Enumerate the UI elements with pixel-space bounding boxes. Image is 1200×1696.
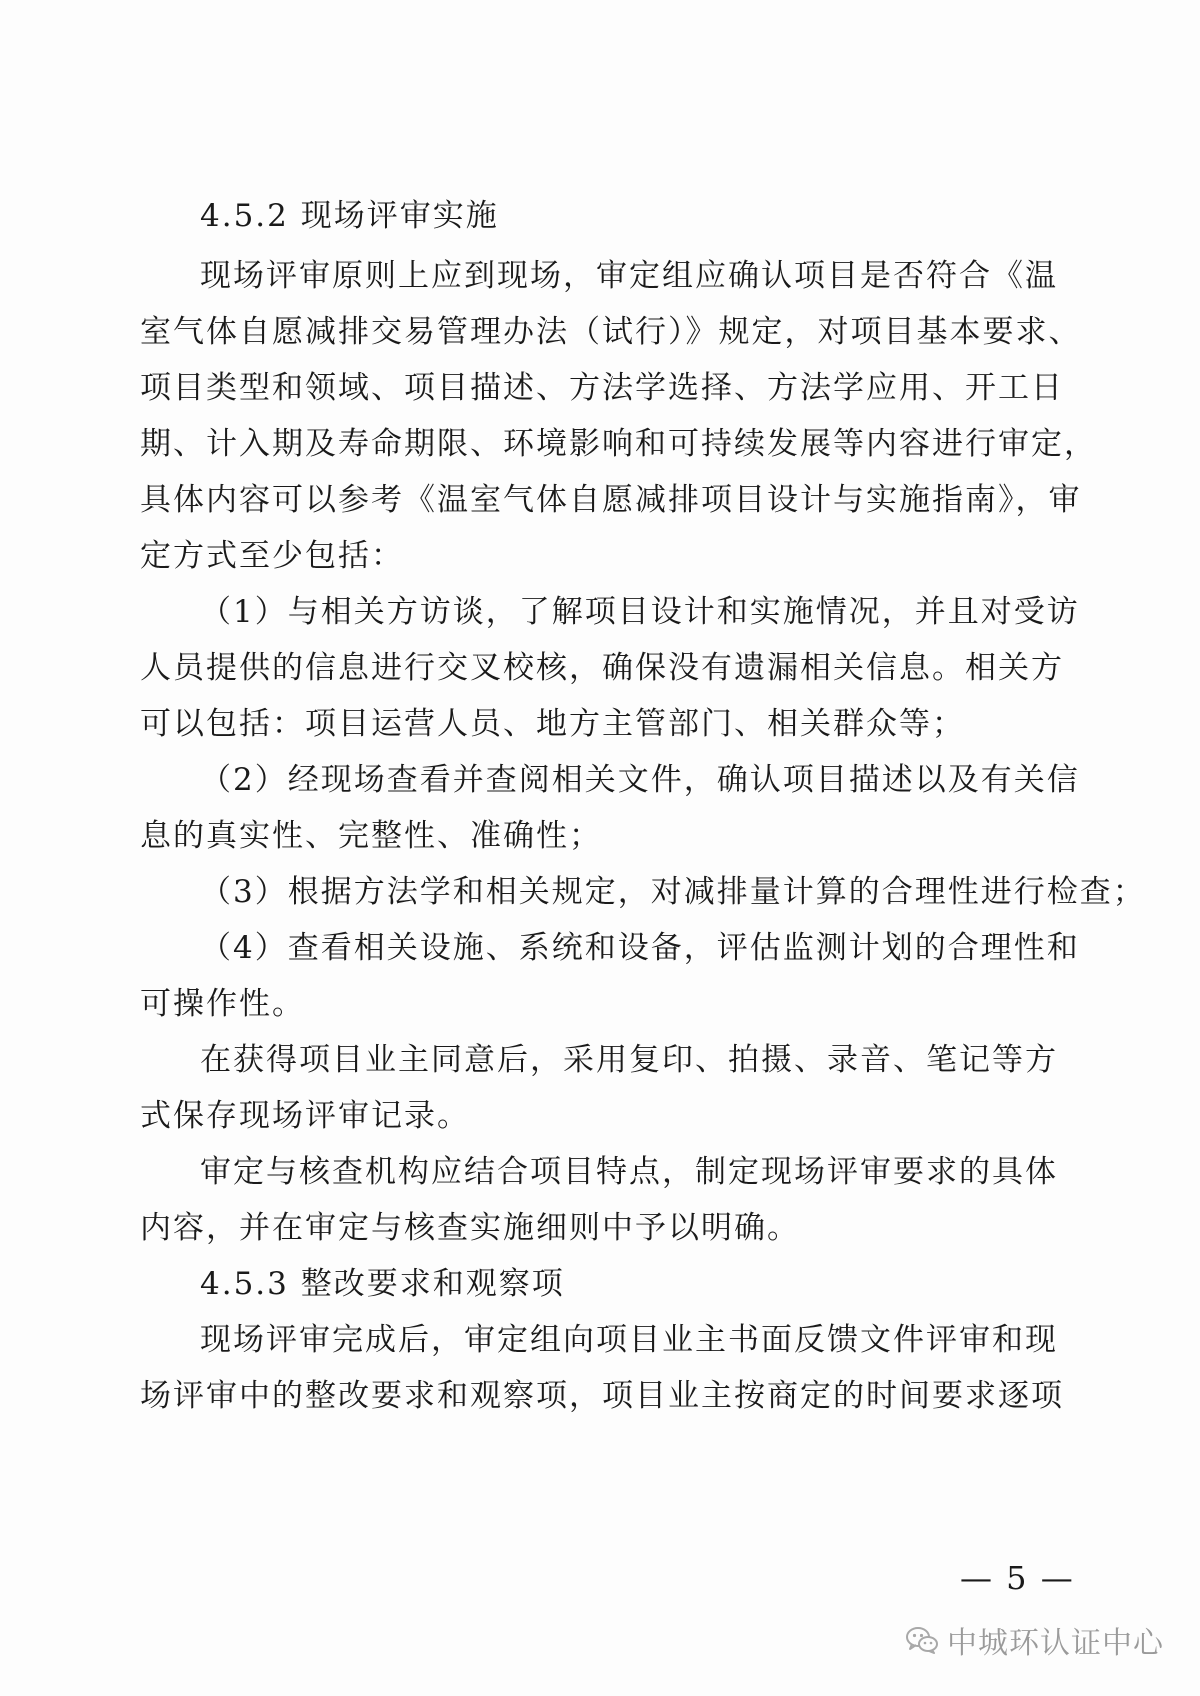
paragraph-line: 审定与核查机构应结合项目特点，制定现场评审要求的具体 xyxy=(200,1154,1058,1190)
paragraph-line: 在获得项目业主同意后，采用复印、拍摄、录音、笔记等方 xyxy=(200,1042,1058,1078)
paragraph-line: 现场评审原则上应到现场，审定组应确认项目是否符合《温 xyxy=(200,258,1058,294)
paragraph-line: 期、计入期及寿命期限、环境影响和可持续发展等内容进行审定， xyxy=(140,426,1097,462)
paragraph-line: 息的真实性、完整性、准确性； xyxy=(140,818,602,854)
watermark xyxy=(905,1620,1164,1660)
paragraph-line: 式保存现场评审记录。 xyxy=(140,1098,470,1134)
paragraph-line: 定方式至少包括： xyxy=(140,538,404,574)
list-item-1: （1）与相关方访谈，了解项目设计和实施情况，并且对受访 xyxy=(200,594,1080,630)
paragraph-line: 项目类型和领域、项目描述、方法学选择、方法学应用、开工日 xyxy=(140,370,1064,406)
paragraph-line: 具体内容可以参考《温室气体自愿减排项目设计与实施指南》，审 xyxy=(140,482,1082,518)
list-item-2: （2）经现场查看并查阅相关文件，确认项目描述以及有关信 xyxy=(200,762,1080,798)
paragraph-line: 可操作性。 xyxy=(140,986,305,1022)
paragraph-line: 内容，并在审定与核查实施细则中予以明确。 xyxy=(140,1210,800,1246)
section-heading-4-5-3: 4.5.3 整改要求和观察项 xyxy=(200,1266,565,1302)
paragraph-line: 人员提供的信息进行交叉校核，确保没有遗漏相关信息。相关方 xyxy=(140,650,1064,686)
paragraph-line: 室气体自愿减排交易管理办法（试行）》规定，对项目基本要求、 xyxy=(140,314,1082,350)
section-heading-4-5-2: 4.5.2 现场评审实施 xyxy=(200,198,499,234)
paragraph-line: 现场评审完成后，审定组向项目业主书面反馈文件评审和现 xyxy=(200,1322,1058,1358)
list-item-3: （3）根据方法学和相关规定，对减排量计算的合理性进行检查； xyxy=(200,874,1146,910)
paragraph-line: 可以包括：项目运营人员、地方主管部门、相关群众等； xyxy=(140,706,965,742)
wechat-icon xyxy=(905,1626,939,1654)
watermark-text: 中城环认证中心 xyxy=(947,1626,1164,1661)
paragraph-line: 场评审中的整改要求和观察项，项目业主按商定的时间要求逐项 xyxy=(140,1378,1064,1414)
list-item-4: （4）查看相关设施、系统和设备，评估监测计划的合理性和 xyxy=(200,930,1080,966)
page-number: — 5 — xyxy=(960,1559,1075,1597)
